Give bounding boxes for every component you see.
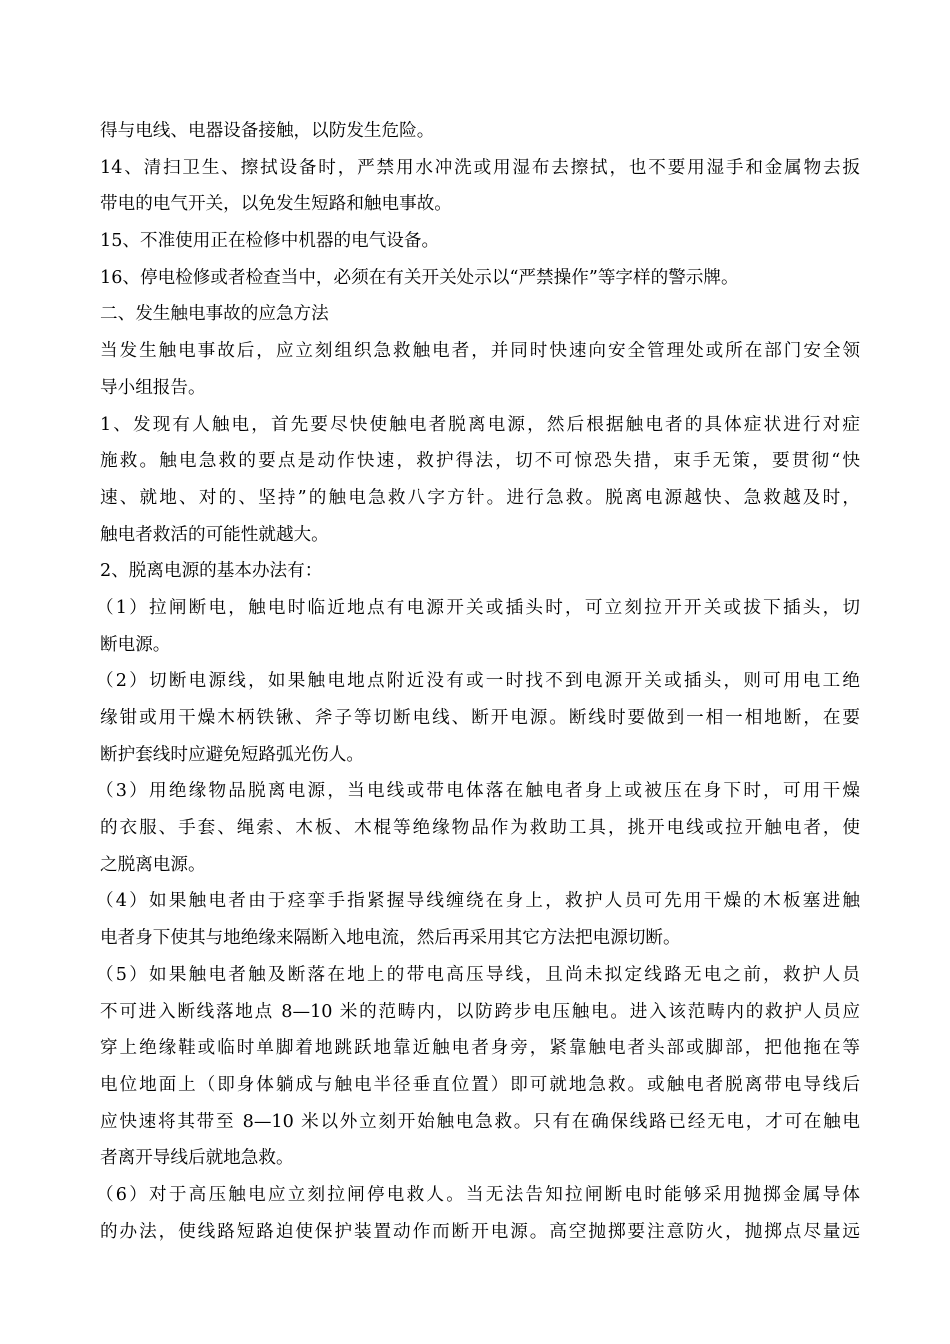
text-line: 断电源。 bbox=[100, 634, 171, 655]
text-line: （6）对于高压触电应立刻拉闸停电救人。当无法告知拉闸断电时能够采用抛掷金属导体 bbox=[96, 1184, 860, 1205]
text-line: 断护套线时应避免短路弧光伤人。 bbox=[100, 744, 364, 765]
section-heading: 二、发生触电事故的应急方法 bbox=[100, 304, 329, 325]
text-line: 不可进入断线落地点 8—10 米的范畴内，以防跨步电压触电。进入该范畴内的救护人员应 bbox=[100, 1001, 860, 1022]
text-line: 的办法，使线路短路迫使保护装置动作而断开电源。高空抛掷要注意防火，抛掷点尽量远 bbox=[100, 1221, 860, 1242]
text-line: 施救。触电急救的要点是动作快速，救护得法，切不可惊恐失措，束手无策，要贯彻“快 bbox=[100, 451, 860, 472]
text-line: 当发生触电事故后，应立刻组织急救触电者，并同时快速向安全管理处或所在部门安全领 bbox=[100, 341, 860, 362]
text-line: 带电的电气开关，以免发生短路和触电事故。 bbox=[100, 194, 452, 215]
text-line: 的衣服、手套、绳索、木板、木棍等绝缘物品作为救助工具，挑开电线或拉开触电者，使 bbox=[100, 818, 860, 839]
document-page bbox=[96, 113, 860, 1250]
text-line: 16、停电检修或者检查当中，必须在有关开关处示以“严禁操作”等字样的警示牌。 bbox=[100, 267, 739, 288]
text-line: 缘钳或用干燥木柄铁锹、斧子等切断电线、断开电源。断线时要做到一相一相地断，在要 bbox=[100, 708, 860, 728]
text-line: （2）切断电源线，如果触电地点附近没有或一时找不到电源开关或插头，则可用电工绝 bbox=[96, 671, 860, 692]
text-line: 速、就地、对的、坚持”的触电急救八字方针。进行急救。脱离电源越快、急救越及时， bbox=[100, 487, 860, 508]
text-line: 15、不准使用正在检修中机器的电气设备。 bbox=[100, 231, 440, 252]
text-line: 导小组报告。 bbox=[100, 377, 206, 398]
text-line: 电位地面上（即身体躺成与触电半径垂直位置）即可就地急救。或触电者脱离带电导线后 bbox=[100, 1074, 860, 1095]
text-line: 1、发现有人触电，首先要尽快使触电者脱离电源，然后根据触电者的具体症状进行对症 bbox=[100, 414, 860, 435]
text-line: 穿上绝缘鞋或临时单脚着地跳跃地靠近触电者身旁，紧靠触电者头部或脚部，把他拖在等 bbox=[100, 1038, 860, 1059]
text-line: 14、清扫卫生、擦拭设备时，严禁用水冲洗或用湿布去擦拭，也不要用湿手和金属物去扳 bbox=[100, 157, 860, 178]
text-line: （4）如果触电者由于痉挛手指紧握导线缠绕在身上，救护人员可先用干燥的木板塞进触 bbox=[96, 891, 860, 912]
text-line: （1）拉闸断电，触电时临近地点有电源开关或插头时，可立刻拉开开关或拔下插头，切 bbox=[96, 597, 860, 618]
text-line: 触电者救活的可能性就越大。 bbox=[100, 524, 329, 545]
text-line: 得与电线、电器设备接触，以防发生危险。 bbox=[100, 121, 435, 141]
text-line: 之脱离电源。 bbox=[100, 854, 206, 875]
text-line: 应快速将其带至 8—10 米以外立刻开始触电急救。只有在确保线路已经无电，才可在触电 bbox=[100, 1111, 860, 1132]
text-line: （3）用绝缘物品脱离电源，当电线或带电体落在触电者身上或被压在身下时，可用干燥 bbox=[96, 781, 860, 802]
text-line: 电者身下使其与地绝缘来隔断入地电流，然后再采用其它方法把电源切断。 bbox=[100, 928, 681, 949]
text-line: 者离开导线后就地急救。 bbox=[100, 1148, 294, 1169]
text-line: （5）如果触电者触及断落在地上的带电高压导线，且尚未拟定线路无电之前，救护人员 bbox=[96, 964, 860, 985]
text-line: 2、脱离电源的基本办法有： bbox=[100, 561, 323, 582]
